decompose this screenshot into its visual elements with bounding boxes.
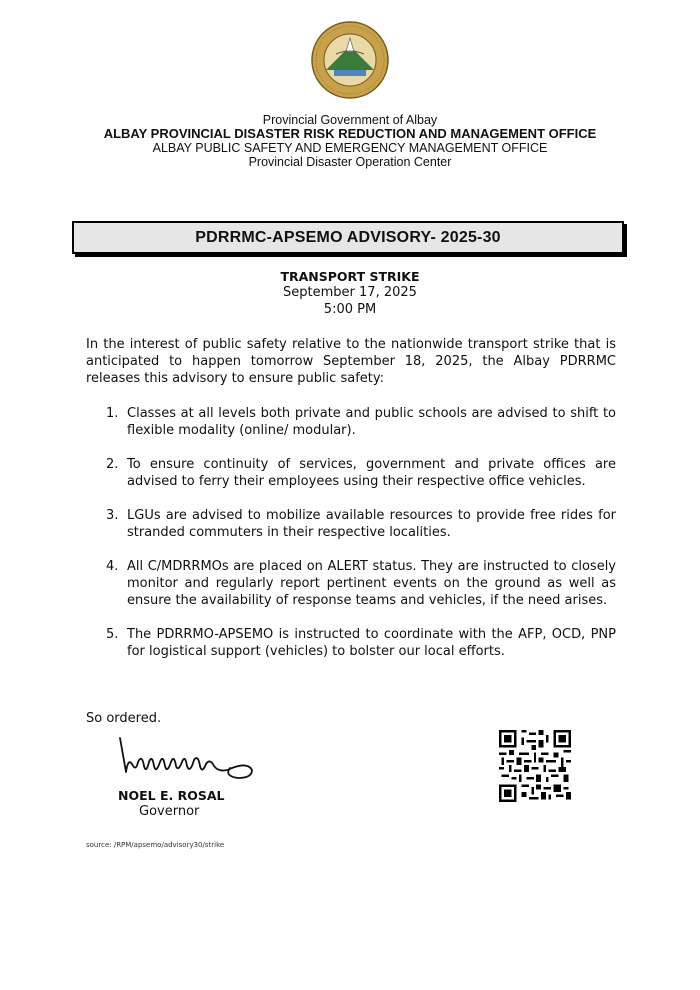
subject-time: 5:00 PM — [323, 302, 377, 317]
header-line-3: ALBAY PUBLIC SAFETY AND EMERGENCY MANAGEMENT OFFICE — [152, 141, 548, 155]
list-item: 5. The PDRRMO-APSEMO is instructed to coordinate with the AFP, OCD, PNP for logistical support (vehicles) to bolster our local efforts. — [106, 627, 616, 659]
header-line-1: Provincial Government of Albay — [262, 113, 438, 127]
header-line-2: ALBAY PROVINCIAL DISASTER RISK REDUCTION AND MANAGEMENT OFFICE — [103, 126, 597, 141]
signatory-title: Governor — [139, 804, 200, 819]
letterhead — [0, 113, 700, 169]
subject-heading: TRANSPORT STRIKE — [280, 269, 420, 284]
intro-paragraph: In the interest of public safety relative to the nationwide transport strike that is anticipated to happen tomorrow September 18, 2025, the Albay PDRRMC releases this advisory to ensure public safety: — [86, 337, 616, 386]
list-item: 4. All C/MDRRMOs are placed on ALERT status. They are instructed to closely monitor and regularly report pertinent events on the ground as well as ensure the availability of response teams and vehicles, if the need arises. — [106, 559, 616, 608]
provincial-seal-logo — [310, 20, 390, 100]
list-item: 2. To ensure continuity of services, government and private offices are advised to ferry their employees using their respective office vehicles. — [106, 457, 616, 489]
closing-text: So ordered. — [86, 711, 162, 726]
subject-date: September 17, 2025 — [283, 285, 417, 300]
advisory-title: PDRRMC-APSEMO ADVISORY- 2025-30 — [72, 221, 624, 254]
list-item: 1. Classes at all levels both private and public schools are advised to shift to flexible modality (online/ modular). — [106, 406, 616, 438]
qr-code — [499, 730, 571, 802]
signatory-name: NOEL E. ROSAL — [118, 788, 225, 803]
subject-block — [0, 269, 700, 318]
list-item: 3. LGUs are advised to mobilize available resources to provide free rides for stranded commuters in their respective localities. — [106, 508, 616, 540]
signature-image — [92, 728, 272, 788]
header-line-4: Provincial Disaster Operation Center — [248, 155, 452, 169]
advisory-list — [86, 405, 616, 677]
source-footnote: source: /RPM/apsemo/advisory30/strike — [86, 841, 225, 849]
